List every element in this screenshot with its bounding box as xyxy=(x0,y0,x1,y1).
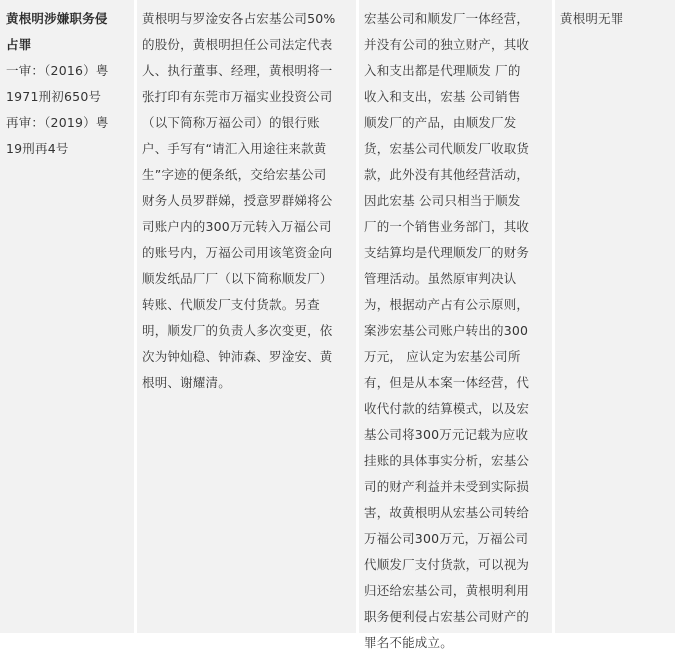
case-number-line: 一审：（2016）粤 xyxy=(6,63,109,78)
case-number-line: 1971刑初650号 xyxy=(6,89,102,104)
reasoning-line: 入和支出都是代理顺发 厂的 xyxy=(364,63,521,78)
reasoning-line: 宏基公司和顺发厂一体经营， xyxy=(364,11,530,26)
reasoning-line: 职务便利侵占宏基公司财产的 xyxy=(364,609,530,624)
facts-line: 司账户内的300万元转入万福公司 xyxy=(142,219,332,234)
verdict-cell xyxy=(555,0,675,633)
facts-line: 人、执行董事、经理，黄根明将一 xyxy=(142,63,333,78)
reasoning-line: 罪名不能成立。 xyxy=(364,635,453,650)
case-title-line: 占罪 xyxy=(6,37,32,52)
reasoning-line: 管理活动。虽然原审判决认 xyxy=(364,271,517,286)
case-title xyxy=(6,6,130,58)
reasoning-line: 万福公司300万元，万福公司 xyxy=(364,531,529,546)
case-title-line: 黄根明涉嫌职务侵 xyxy=(6,11,108,26)
case-title-cell xyxy=(0,0,134,633)
reasoning-line: 支结算均是代理顺发厂的财务 xyxy=(364,245,530,260)
reasoning-line: 有，但是从本案一体经营，代 xyxy=(364,375,530,390)
reasoning-line: 货，宏基公司代顺发厂收取货 xyxy=(364,141,530,156)
reasoning-line: 厂的一个销售业务部门，其收 xyxy=(364,219,530,234)
reasoning-line: 收入和支出，宏基 公司销售 xyxy=(364,89,521,104)
reasoning-line: 害，故黄根明从宏基公司转给 xyxy=(364,505,530,520)
facts-line: 顺发纸品厂厂（以下简称顺发厂） xyxy=(142,271,333,286)
reasoning-line: 款，此外没有其他经营活动， xyxy=(364,167,530,182)
facts-line: 根明、谢耀清。 xyxy=(142,375,231,390)
reasoning-line: 司的财产利益并未受到实际损 xyxy=(364,479,530,494)
case-number-line: 19刑再4号 xyxy=(6,141,69,156)
facts-line: 黄根明与罗淦安各占宏基公司50% xyxy=(142,11,336,26)
reasoning-line: 归还给宏基公司，黄根明利用 xyxy=(364,583,530,598)
facts-line: 的股份，黄根明担任公司法定代表 xyxy=(142,37,333,52)
reasoning-line: 并没有公司的独立财产，其收 xyxy=(364,37,530,52)
reasoning-line: 因此宏基 公司只相当于顺发 xyxy=(364,193,521,208)
reasoning-cell xyxy=(359,0,552,650)
facts-cell xyxy=(137,0,356,633)
reasoning-line: 挂账的具体事实分析，宏基公 xyxy=(364,453,530,468)
reasoning-line: 为，根据动产占有公示原则， xyxy=(364,297,530,312)
facts-line: 次为钟灿稳、钟沛森、罗淦安、黄 xyxy=(142,349,333,364)
reasoning-line: 万元， 应认定为宏基公司所 xyxy=(364,349,521,364)
facts-line: 转账、代顺发厂支付货款。另查 xyxy=(142,297,320,312)
reasoning-line: 案涉宏基公司账户转出的300 xyxy=(364,323,529,338)
facts-line: 生”字迹的便条纸，交给宏基公司 xyxy=(142,167,327,182)
reasoning-line: 收代付款的结算模式，以及宏 xyxy=(364,401,530,416)
facts-line: 的账号内，万福公司用该笔资金向 xyxy=(142,245,333,260)
facts-line: 财务人员罗群娣，授意罗群娣将公 xyxy=(142,193,333,208)
reasoning-line: 顺发厂的产品，由顺发厂发 xyxy=(364,115,517,130)
facts-line: 张打印有东莞市万福实业投资公司 xyxy=(142,89,333,104)
facts-line: 明，顺发厂的负责人多次变更，依 xyxy=(142,323,333,338)
reasoning-line: 代顺发厂支付货款，可以视为 xyxy=(364,557,530,572)
case-number-line: 再审：（2019）粤 xyxy=(6,115,109,130)
verdict-line: 黄根明无罪 xyxy=(560,11,624,26)
reasoning-line: 基公司将300万元记载为应收 xyxy=(364,427,529,442)
facts-line: 户、手写有“请汇入用途往来款黄 xyxy=(142,141,327,156)
facts-line: （以下简称万福公司）的银行账 xyxy=(142,115,320,130)
